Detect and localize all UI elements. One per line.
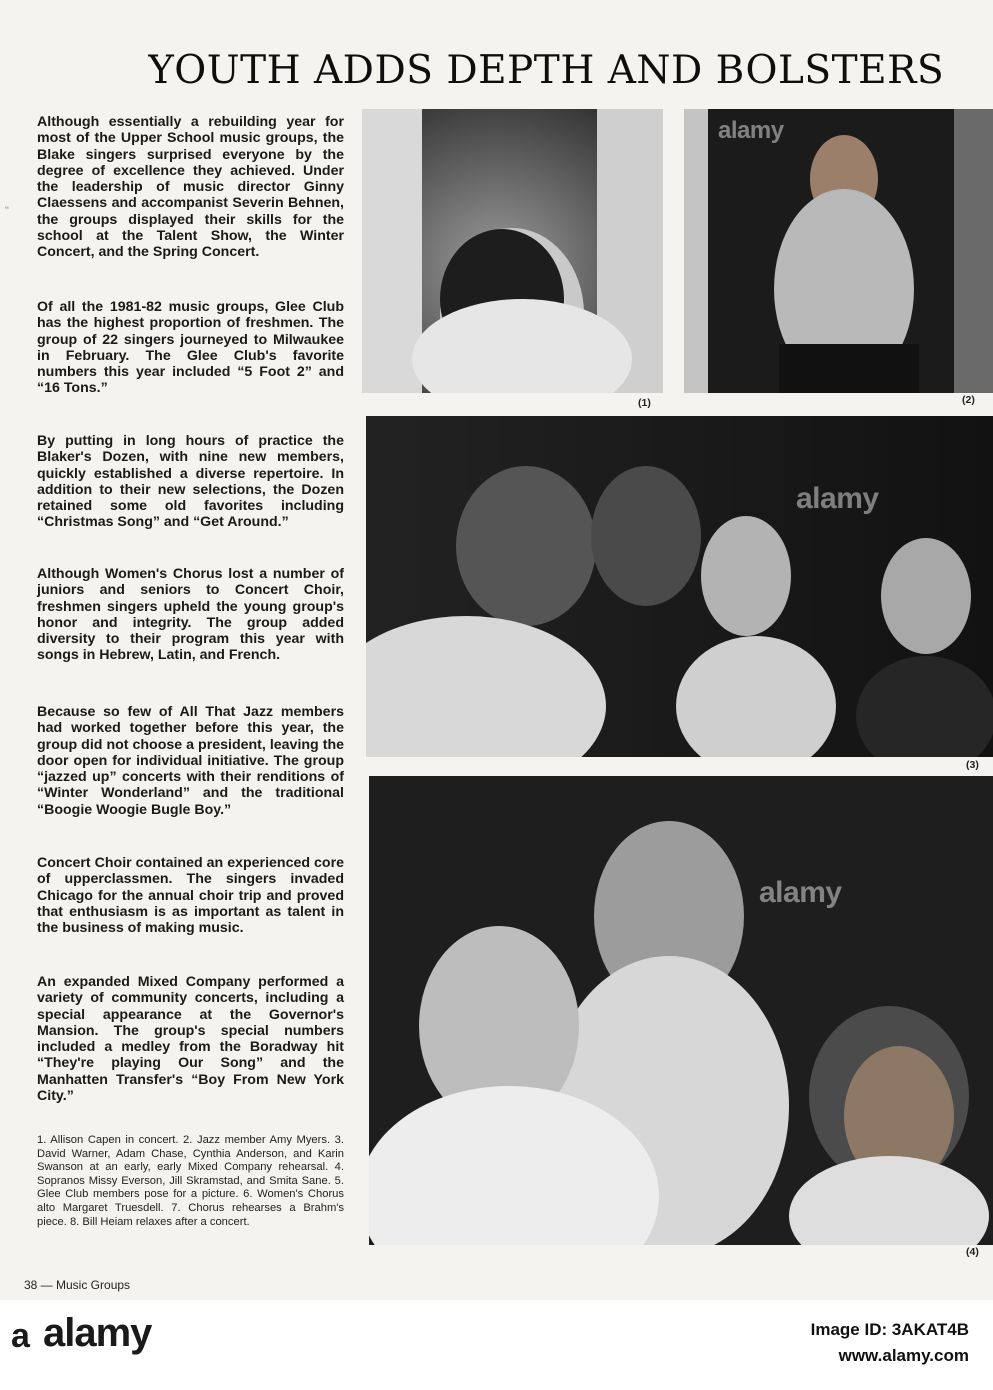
alamy-logo: alamy <box>43 1311 152 1355</box>
paragraph-womens-chorus: Although Women's Chorus lost a number of juniors and seniors to Concert Choir, freshmen singers upheld the young group's honor and integrity. The group added diversity to their program this year with songs in Hebrew, Latin, and French. <box>37 566 344 664</box>
photo-3-rehearsal <box>366 416 993 757</box>
image-id: Image ID: 3AKAT4B <box>810 1320 969 1339</box>
paragraph-concert-choir: Concert Choir contained an experienced core of upperclassmen. The singers invaded Chicago for the annual choir trip and proved that enthusiasm is as important as talent in the business of making music. <box>37 855 344 937</box>
paragraph-glee-club: Of all the 1981-82 music groups, Glee Club has the highest proportion of freshmen. The group of 22 singers journeyed to Milwaukee in February. The Glee Club's favorite numbers this year included “5 Foot 2” and “16 Tons.” <box>37 299 344 397</box>
page-footer: 38 — Music Groups <box>24 1278 131 1292</box>
paragraph-mixed-company: An expanded Mixed Company performed a variety of community concerts, including a special appearance at the Governor's Mansion. The group's special numbers included a medley from the Boradway hit “They're playing Our Song” and the Manhatten Transfer's “Boy From New York City.” <box>37 974 344 1105</box>
photo-1-singer <box>362 109 663 393</box>
watermark-3: alamy <box>796 482 879 515</box>
photo-4-sopranos <box>369 776 993 1245</box>
watermark-2: alamy <box>718 117 784 144</box>
paragraph-blakers-dozen: By putting in long hours of practice the Blaker's Dozen, with nine new members, quickly established a diverse repertoire. In addition to their new selections, the Dozen retained some old favorites including “Christmas Song” and “Get Around.” <box>37 433 344 531</box>
page-title: YOUTH ADDS DEPTH AND BOLSTERS <box>148 48 945 93</box>
photo-label-4: (4) <box>966 1246 979 1258</box>
photo-captions: 1. Allison Capen in concert. 2. Jazz member Amy Myers. 3. David Warner, Adam Chase, Cynthia Anderson, and Karin Swanson at an early, early Mixed Company rehearsal. 4. Sopranos Missy Everson, Jill Skramstad, and Smita Sane. 5. Glee Club members pose for a picture. 6. Women's Chorus alto Margaret Truesdell. 7. Chorus rehearses a Brahm's piece. 8. Bill Heiam relaxes after a concert. <box>37 1134 344 1228</box>
photo-label-2: (2) <box>962 394 975 406</box>
stock-url: www.alamy.com <box>838 1346 969 1365</box>
alamy-logo-icon: a <box>11 1317 30 1355</box>
photo-label-1: (1) <box>638 397 651 409</box>
margin-mark: ʻʻ <box>5 205 9 215</box>
paragraph-intro: Although essentially a rebuilding year for most of the Upper School music groups, the Blake singers surprised everyone by the degree of excellence they achieved. Under the leadership of music director Ginny Claessens and accompanist Severin Behnen, the groups displayed their skills for the school at the Talent Show, the Winter Concert, and the Spring Concert. <box>37 114 344 261</box>
watermark-4: alamy <box>759 876 842 909</box>
photo-label-3: (3) <box>966 759 979 771</box>
paragraph-all-that-jazz: Because so few of All That Jazz members had worked together before this year, the group did not choose a president, leaving the door open for individual initiative. The group “jazzed up” concerts with their renditions of “Winter Wonderland” and the traditional “Boogie Woogie Bugle Boy.” <box>37 704 344 818</box>
photo-2-jazz-member <box>684 109 993 393</box>
